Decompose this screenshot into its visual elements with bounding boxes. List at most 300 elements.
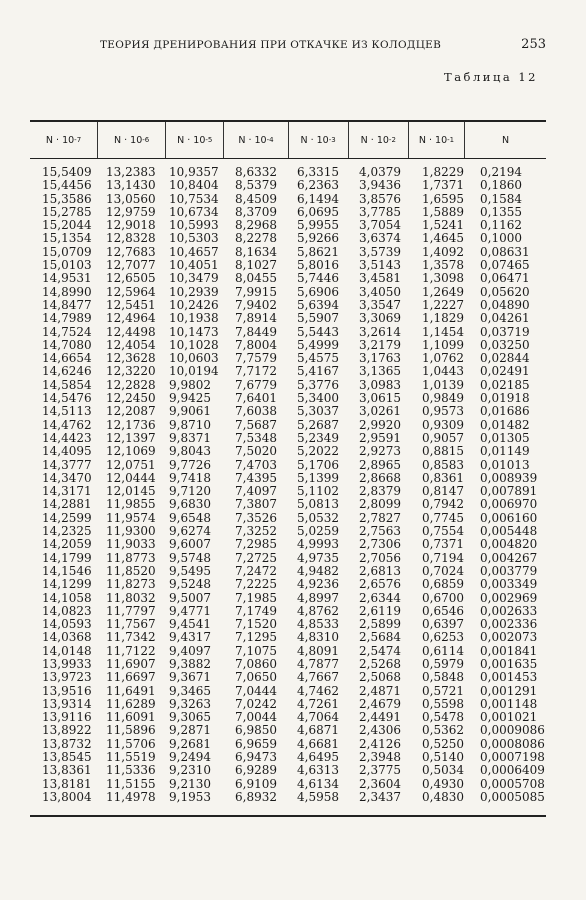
table-cell: 12,4964 [106,311,156,326]
table-cell: 0,01305 [480,430,530,445]
table-cell: 0,0009086 [480,723,545,738]
table-cell: 7,0650 [235,670,277,685]
table-row [30,259,546,272]
table-cell: 4,7462 [297,683,339,698]
table-cell: 9,3263 [169,696,211,711]
table-cell: 12,0751 [106,457,156,472]
table-cell: 6,9850 [235,723,277,738]
table-row [30,498,546,511]
table-cell: 9,8710 [169,417,211,432]
table-cell: 2,9591 [359,430,401,445]
table-cell: 11,6289 [106,696,156,711]
table-cell: 15,0103 [42,258,92,273]
table-cell: 4,0379 [359,165,401,179]
table-cell: 9,3671 [169,670,211,685]
table-cell: 3,4050 [359,284,401,299]
table-cell: 0,8147 [422,484,464,499]
table-cell: 14,7524 [42,324,92,339]
table-cell: 9,2871 [169,723,211,738]
table-cell: 11,6491 [106,683,156,698]
table-cell: 11,7567 [106,617,156,632]
table-cell: 3,7785 [359,204,401,219]
table-cell: 13,9516 [42,683,92,698]
table-cell: 11,8032 [106,590,156,605]
table-cell: 13,9933 [42,656,92,671]
table-cell: 6,9473 [235,750,277,765]
table-cell: 11,5706 [106,736,156,751]
table-cell: 0,05620 [480,284,530,299]
table-bottom-rule [30,815,546,817]
table-cell: 0,5721 [422,683,464,698]
table-cell: 2,8099 [359,497,401,512]
table-cell: 8,1027 [235,258,277,273]
table-cell: 14,5113 [42,404,92,419]
table-cell: 6,1494 [297,191,339,206]
table-cell: 4,7667 [297,670,339,685]
table-cell: 13,9314 [42,696,92,711]
table-cell: 0,001021 [480,710,538,725]
table-cell: 0,5848 [422,670,464,685]
table-cell: 2,7306 [359,537,401,552]
table-cell: 2,3948 [359,750,401,765]
table-cell: 0,8583 [422,457,464,472]
column-header-exponent: -1 [447,136,455,144]
table-cell: 1,0762 [422,351,464,366]
table-cell: 2,4491 [359,710,401,725]
table-cell: 15,4456 [42,178,92,193]
table-cell: 0,006160 [480,510,538,525]
table-cell: 9,3882 [169,656,211,671]
table-cell: 15,1354 [42,231,92,246]
table-cell: 0,01482 [480,417,530,432]
table-cell: 13,8732 [42,736,92,751]
table-cell: 0,5362 [422,723,464,738]
table-cell: 1,1454 [422,324,464,339]
table-cell: 3,1365 [359,364,401,379]
table-cell: 14,7080 [42,337,92,352]
table-cell: 2,4871 [359,683,401,698]
table-cell: 5,2349 [297,430,339,445]
table-cell: 7,1985 [235,590,277,605]
table-cell: 9,6830 [169,497,211,512]
table-cell: 9,8043 [169,444,211,459]
table-cell: 11,9033 [106,537,156,552]
table-cell: 7,1520 [235,617,277,632]
table-cell: 12,1397 [106,430,156,445]
table-cell: 8,0455 [235,271,277,286]
table-cell: 0,0007198 [480,750,545,765]
table-cell: 2,4126 [359,736,401,751]
table-cell: 12,0145 [106,484,156,499]
table-cell: 2,5268 [359,656,401,671]
table-cell: 6,3315 [297,165,339,179]
table-row [30,724,546,737]
table-cell: 0,7371 [422,537,464,552]
table-cell: 0,001635 [480,656,538,671]
table-cell: 5,1399 [297,470,339,485]
table-cell: 11,7122 [106,643,156,658]
table-cell: 3,3547 [359,297,401,312]
table-row [30,445,546,458]
table-cell: 10,2939 [169,284,219,299]
table-header-row [30,122,546,158]
table-cell: 3,0261 [359,404,401,419]
table-cell: 0,8361 [422,470,464,485]
table-cell: 0,6859 [422,577,464,592]
table-cell: 7,7172 [235,364,277,379]
table-cell: 0,04890 [480,297,530,312]
table-cell: 0,9849 [422,391,464,406]
table-cell: 7,7579 [235,351,277,366]
table-cell: 14,5854 [42,377,92,392]
table-cell: 6,2363 [297,178,339,193]
table-cell: 14,1058 [42,590,92,605]
table-cell: 6,9109 [235,776,277,791]
table-cell: 0,5979 [422,656,464,671]
table-cell: 9,9802 [169,377,211,392]
table-cell: 4,8533 [297,617,339,632]
table-cell: 7,0860 [235,656,277,671]
table-cell: 9,1953 [169,789,211,804]
table-cell: 9,5007 [169,590,211,605]
table-cell: 5,2687 [297,417,339,432]
table-cell: 2,5684 [359,630,401,645]
table-cell: 4,6134 [297,776,339,791]
table-cell: 12,4054 [106,337,156,352]
table-cell: 7,1295 [235,630,277,645]
table-cell: 4,8091 [297,643,339,658]
table-cell: 15,3586 [42,191,92,206]
table-cell: 12,1736 [106,417,156,432]
table-cell: 2,4679 [359,696,401,711]
table-cell: 2,4306 [359,723,401,738]
table-cell: 7,4395 [235,470,277,485]
table-cell: 10,0603 [169,351,219,366]
table-row [30,485,546,498]
table-cell: 12,5451 [106,297,156,312]
table-cell: 4,6313 [297,763,339,778]
table-cell: 10,1028 [169,337,219,352]
table-cell: 0,5140 [422,750,464,765]
table-cell: 14,2599 [42,510,92,525]
table-cell: 0,1860 [480,178,522,193]
table-cell: 7,6779 [235,377,277,392]
table-cell: 14,4423 [42,430,92,445]
table-cell: 2,3604 [359,776,401,791]
table-row [30,764,546,777]
table-cell: 0,004267 [480,550,538,565]
table-cell: 12,7683 [106,244,156,259]
table-cell: 14,8477 [42,297,92,312]
table-cell: 14,5476 [42,391,92,406]
column-header-exponent: -4 [266,136,274,144]
column-header [30,122,97,158]
table-cell: 7,2225 [235,577,277,592]
table-cell: 10,5303 [169,231,219,246]
table-cell: 8,2968 [235,218,277,233]
table-row [30,232,546,245]
table-cell: 5,2022 [297,444,339,459]
table-row [30,459,546,472]
table-cell: 2,5899 [359,617,401,632]
table-cell: 13,8004 [42,789,92,804]
table-row [30,193,546,206]
table-cell: 3,2614 [359,324,401,339]
table-cell: 7,2725 [235,550,277,565]
table-cell: 0,7942 [422,497,464,512]
table-row [30,312,546,325]
table-cell: 7,2985 [235,537,277,552]
table-cell: 0,003349 [480,577,538,592]
table-cell: 5,6394 [297,297,339,312]
table-cell: 4,8310 [297,630,339,645]
table-cell: 9,4541 [169,617,211,632]
table-cell: 5,3776 [297,377,339,392]
table-cell: 3,7054 [359,218,401,233]
table-cell: 14,3777 [42,457,92,472]
table-row [30,379,546,392]
table-cell: 14,2059 [42,537,92,552]
table-cell: 9,5495 [169,563,211,578]
table-row [30,339,546,352]
table-cell: 1,0443 [422,364,464,379]
column-header-base: N [502,134,510,146]
table-cell: 2,7056 [359,550,401,565]
column-header-base: N · 10 [177,134,206,146]
table-cell: 13,8545 [42,750,92,765]
table-cell: 12,0444 [106,470,156,485]
table-cell: 0,001453 [480,670,538,685]
table-cell: 14,8990 [42,284,92,299]
table-cell: 9,9425 [169,391,211,406]
table-cell: 0,9573 [422,404,464,419]
table-cell: 14,6246 [42,364,92,379]
table-row [30,552,546,565]
table-cell: 0,4930 [422,776,464,791]
table-row [30,525,546,538]
table-cell: 14,0148 [42,643,92,658]
table-cell: 0,7745 [422,510,464,525]
table-cell: 4,8997 [297,590,339,605]
table-cell: 0,9057 [422,430,464,445]
table-cell: 9,8371 [169,430,211,445]
table-cell: 4,9236 [297,577,339,592]
table-row [30,698,546,711]
table-cell: 14,2881 [42,497,92,512]
table-row [30,578,546,591]
table-row [30,286,546,299]
table-cell: 0,7194 [422,550,464,565]
table-cell: 11,9574 [106,510,156,525]
table-row [30,206,546,219]
table-cell: 0,6546 [422,603,464,618]
table-cell: 0,6397 [422,617,464,632]
table-cell: 5,3400 [297,391,339,406]
table-cell: 0,02844 [480,351,530,366]
table-cell: 3,5739 [359,244,401,259]
table-cell: 4,7877 [297,656,339,671]
table-cell: 7,1075 [235,643,277,658]
table-cell: 15,2785 [42,204,92,219]
table-cell: 5,3037 [297,404,339,419]
table-cell: 0,0005085 [480,789,545,804]
table-cell: 9,2494 [169,750,211,765]
table-cell: 0,01686 [480,404,530,419]
table-cell: 10,5993 [169,218,219,233]
table-cell: 0,007891 [480,484,538,499]
table-cell: 11,8773 [106,550,156,565]
table-cell: 2,6344 [359,590,401,605]
table-cell: 11,4978 [106,789,156,804]
table-cell: 10,4051 [169,258,219,273]
table-cell: 14,3171 [42,484,92,499]
table-cell: 0,03250 [480,337,530,352]
table-row [30,592,546,605]
table-cell: 4,6681 [297,736,339,751]
table-cell: 0,004820 [480,537,538,552]
table-cell: 7,5687 [235,417,277,432]
column-header [165,122,223,158]
table-cell: 4,7261 [297,696,339,711]
table-cell: 2,5474 [359,643,401,658]
table-cell: 0,01013 [480,457,530,472]
table-cell: 0,001291 [480,683,538,698]
table-cell: 9,3065 [169,710,211,725]
table-cell: 7,4703 [235,457,277,472]
column-header-exponent: -2 [388,136,396,144]
table-cell: 4,5958 [297,789,339,804]
table-cell: 9,5248 [169,577,211,592]
table-cell: 14,0593 [42,617,92,632]
table-cell: 8,5379 [235,178,277,193]
table-cell: 0,7024 [422,563,464,578]
table-cell: 11,8520 [106,563,156,578]
running-title: ТЕОРИЯ ДРЕНИРОВАНИЯ ПРИ ОТКАЧКЕ ИЗ КОЛОДЦЕВ [100,39,442,51]
table-cell: 4,9993 [297,537,339,552]
table-cell: 11,6697 [106,670,156,685]
table-cell: 7,8004 [235,337,277,352]
table-cell: 11,5336 [106,763,156,778]
table-cell: 3,0983 [359,377,401,392]
table-row [30,778,546,791]
table-cell: 0,02185 [480,377,530,392]
table-row [30,658,546,671]
table-cell: 15,5409 [42,165,92,179]
table-cell: 2,9920 [359,417,401,432]
column-header [348,122,408,158]
table-cell: 2,6119 [359,603,401,618]
table-cell: 1,1099 [422,337,464,352]
table-row [30,645,546,658]
table-cell: 7,0242 [235,696,277,711]
column-header-exponent: -7 [74,136,82,144]
table-cell: 0,005448 [480,524,538,539]
table-cell: 13,9116 [42,710,92,725]
column-header-exponent: -3 [328,136,336,144]
table-cell: 2,3437 [359,789,401,804]
table-cell: 9,9061 [169,404,211,419]
table-cell: 9,3465 [169,683,211,698]
table-cell: 14,4762 [42,417,92,432]
page-header [100,37,546,52]
table-cell: 14,7989 [42,311,92,326]
table-row [30,631,546,644]
table-row [30,618,546,631]
table-cell: 10,2426 [169,297,219,312]
table-cell: 7,5020 [235,444,277,459]
table-cell: 0,03719 [480,324,530,339]
table-cell: 8,3709 [235,204,277,219]
table-row [30,392,546,405]
table-row [30,246,546,259]
table-cell: 11,5519 [106,750,156,765]
table-cell: 5,0259 [297,524,339,539]
table-cell: 12,7077 [106,258,156,273]
table-cell: 3,8576 [359,191,401,206]
table-cell: 9,6274 [169,524,211,539]
table-cell: 0,002073 [480,630,538,645]
table-cell: 2,8379 [359,484,401,499]
table-cell: 1,5241 [422,218,464,233]
table-cell: 1,2649 [422,284,464,299]
table-caption: Таблица 12 [444,70,538,84]
table-cell: 0,5478 [422,710,464,725]
table-cell: 3,6374 [359,231,401,246]
table-cell: 10,6734 [169,204,219,219]
table-cell: 13,8922 [42,723,92,738]
table-cell: 5,1706 [297,457,339,472]
table-cell: 6,0695 [297,204,339,219]
table-cell: 0,0008086 [480,736,545,751]
table-cell: 5,7446 [297,271,339,286]
table-cell: 0,6253 [422,630,464,645]
column-header [223,122,287,158]
table-cell: 0,1355 [480,204,522,219]
table-cell: 3,2179 [359,337,401,352]
table-cell: 9,4097 [169,643,211,658]
column-header-exponent: -5 [205,136,213,144]
table-cell: 9,2681 [169,736,211,751]
table-cell: 5,8016 [297,258,339,273]
table-cell: 15,2044 [42,218,92,233]
table-cell: 12,1069 [106,444,156,459]
table-cell: 3,5143 [359,258,401,273]
table-cell: 0,01918 [480,391,530,406]
table-row [30,219,546,232]
table-cell: 12,8328 [106,231,156,246]
table-cell: 9,2130 [169,776,211,791]
table-cell: 5,8621 [297,244,339,259]
table-cell: 0,08631 [480,244,530,259]
table-cell: 14,1299 [42,577,92,592]
table-cell: 8,4509 [235,191,277,206]
table-cell: 13,9723 [42,670,92,685]
table-cell: 0,1162 [480,218,522,233]
table-cell: 3,0615 [359,391,401,406]
table-cell: 11,6907 [106,656,156,671]
column-header-base: N · 10 [418,134,448,146]
table-cell: 13,0560 [106,191,156,206]
table-cell: 2,9273 [359,444,401,459]
table-cell: 0,2194 [480,165,522,179]
table-cell: 1,4645 [422,231,464,246]
table-row [30,326,546,339]
column-header-base: N · 10 [238,134,267,146]
table-cell: 12,2828 [106,377,156,392]
table-body [30,166,546,804]
table-cell: 12,4498 [106,324,156,339]
table-cell: 12,9018 [106,218,156,233]
